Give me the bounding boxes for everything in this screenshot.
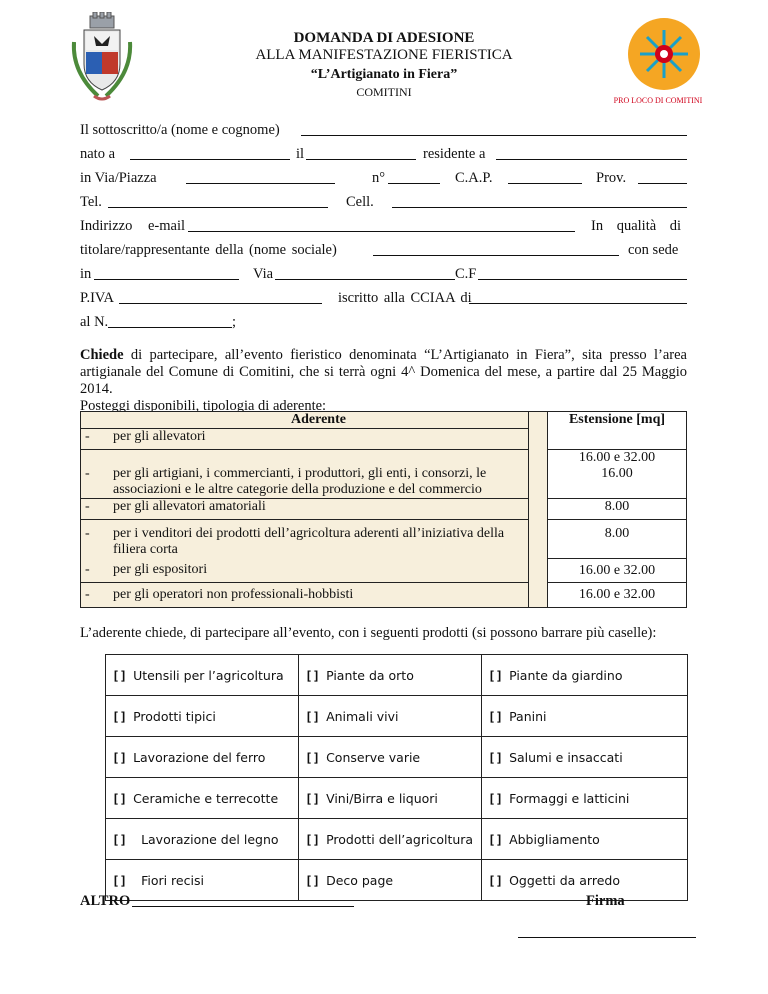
products-intro: L’aderente chiede, di partecipare all’evento, con i seguenti prodotti (si possono barrare più caselle): [80,625,657,641]
tel-field[interactable] [108,207,328,208]
birthdate-label: il [296,146,305,162]
piva-label: P.IVA [80,290,114,306]
checkbox[interactable]: [] [305,708,321,724]
row-mq: 16.00 [548,466,687,499]
row-label: per gli allevatori [109,429,529,450]
regnum-label: al N. [80,314,109,330]
product-cell[interactable] [299,696,482,737]
via-label: Via [253,266,274,282]
product-cell[interactable] [482,860,688,901]
cap-field[interactable] [508,183,582,184]
product-label: Salumi e insaccati [509,749,623,765]
table-row [106,737,688,778]
signature-field[interactable] [518,937,696,938]
firma-label: Firma [586,893,625,909]
checkbox[interactable]: [] [112,872,128,888]
cciaa-label: iscritto alla CCIAA di [338,290,472,306]
row-label: per gli allevatori amatoriali [109,499,529,520]
row-label: per gli artigiani, i commercianti, i produttori, gli enti, i consorzi, le associazioni e le altre categorie della produzione e del commercio [113,466,487,497]
cf-label: C.F [455,266,477,282]
table-row [106,819,688,860]
table-row [81,558,687,583]
col-estensione: Estensione [mq] [548,412,687,450]
product-cell[interactable] [299,819,482,860]
proloco-caption: PRO LOCO DI COMITINI [613,96,703,105]
prov-field[interactable] [638,183,687,184]
col-aderente: Aderente [109,412,529,429]
proloco-logo [620,16,712,96]
checkbox[interactable]: [] [305,749,321,765]
product-label: Conserve varie [326,749,421,765]
product-cell[interactable] [482,655,688,696]
product-label: Prodotti tipici [133,708,216,724]
via-field[interactable] [275,279,455,280]
aderenti-table [80,411,687,608]
checkbox[interactable]: [] [112,749,128,765]
doc-title: DOMANDA DI ADESIONE [293,30,475,46]
posteggi-label: Posteggi disponibili, tipologia di aderente: [80,398,327,414]
checkbox[interactable]: [] [112,708,128,724]
birthplace-field[interactable] [130,159,290,160]
city-field[interactable] [94,279,239,280]
city-label: in [80,266,92,282]
table-row [81,520,687,559]
product-cell[interactable] [482,819,688,860]
row-dash: - [81,583,110,608]
company-label: titolare/rappresentante della (nome sociale) [80,242,337,258]
event-name: “L’Artigianato in Fiera” [310,67,458,82]
request-paragraph [80,347,687,398]
table-row [81,466,687,499]
table-row [81,450,687,467]
product-cell[interactable] [482,737,688,778]
birthdate-field[interactable] [306,159,416,160]
product-label: Oggetti da arredo [509,872,620,888]
cf-field[interactable] [478,279,687,280]
town-name: COMITINI [356,85,412,99]
piva-field[interactable] [119,303,322,304]
product-cell[interactable] [482,696,688,737]
checkbox[interactable]: [] [305,667,321,683]
table-row [106,696,688,737]
table-row [106,778,688,819]
checkbox[interactable]: [] [488,831,504,847]
checkbox[interactable]: [] [488,872,504,888]
row-dash: - [81,429,110,450]
birthplace-label: nato a [80,146,116,162]
email-field[interactable] [188,231,575,232]
table-header-row [81,412,687,429]
product-label: Prodotti dell’agricoltura [326,831,474,847]
product-label: Lavorazione del ferro [133,749,266,765]
checkbox[interactable]: [] [305,872,321,888]
number-field[interactable] [388,183,440,184]
product-label: Utensili per l’agricoltura [133,667,284,683]
row-label: per i venditori dei prodotti dell’agricoltura aderenti all’iniziativa della filiera corta [109,520,529,559]
product-cell[interactable] [106,737,299,778]
row-dash: - [81,466,110,499]
product-label: Abbigliamento [509,831,600,847]
product-label: Ceramiche e terrecotte [133,790,279,806]
row-mq: 8.00 [548,499,687,520]
request-bold: Chiede [80,347,124,363]
product-cell[interactable] [299,737,482,778]
altro-field[interactable] [132,906,354,907]
product-cell[interactable] [299,860,482,901]
checkbox[interactable]: [] [488,708,504,724]
name-field[interactable] [301,135,687,136]
request-text: di partecipare, all’evento fieristico denominata “L’Artigianato in Fiera”, sita presso l’area artigianale del Comune di Comitini, che si terrà ogni 4^ Domenica del mese, a partire dal 25 Maggio 2014. [80,347,687,397]
regnum-end: ; [232,314,237,330]
product-cell[interactable] [482,778,688,819]
checkbox[interactable]: [] [488,790,504,806]
product-label: Vini/Birra e liquori [326,790,438,806]
street-field[interactable] [186,183,335,184]
residence-label: residente a [423,146,486,162]
product-label: Fiori recisi [141,872,204,888]
residence-field[interactable] [496,159,687,160]
cap-label: C.A.P. [455,170,493,186]
product-cell[interactable] [299,655,482,696]
row-label: per gli espositori [113,562,208,577]
street-label: in Via/Piazza [80,170,157,186]
product-label: Formaggi e latticini [509,790,630,806]
altro-label: ALTRO [80,893,131,909]
name-label: Il sottoscritto/a (nome e cognome) [80,122,280,138]
product-label: Panini [509,708,547,724]
checkbox[interactable]: [] [488,667,504,683]
quality-label: In qualità di [591,218,682,234]
doc-subtitle: ALLA MANIFESTAZIONE FIERISTICA [255,47,513,63]
cell-field[interactable] [392,207,687,208]
row-mq: 8.00 [548,520,687,559]
checkbox[interactable]: [] [112,667,128,683]
product-label: Lavorazione del legno [141,831,279,847]
prov-label: Prov. [596,170,627,186]
row-dash: - [81,558,110,583]
product-cell[interactable] [106,819,299,860]
seat-label: con sede [628,242,679,258]
table-row [106,655,688,696]
cciaa-field[interactable] [469,303,687,304]
table-row [81,499,687,520]
checkbox[interactable]: [] [305,831,321,847]
email-label: Indirizzo e-mail [80,218,185,234]
product-cell[interactable] [299,778,482,819]
number-label: n° [372,170,386,186]
checkbox[interactable]: [] [488,749,504,765]
company-field[interactable] [373,255,619,256]
row-mq: 16.00 e 32.00 [548,558,687,583]
regnum-field[interactable] [108,327,232,328]
table-row [81,583,687,608]
product-label: Piante da giardino [509,667,623,683]
product-cell[interactable] [106,778,299,819]
product-label: Piante da orto [326,667,414,683]
row-label: per gli operatori non professionali-hobbisti [109,583,529,608]
product-cell[interactable] [106,860,299,901]
product-cell[interactable] [106,696,299,737]
products-table [105,654,688,901]
checkbox[interactable]: [] [112,790,128,806]
row-mq: 16.00 e 32.00 [548,450,687,467]
product-cell[interactable] [106,655,299,696]
row-dash: - [81,520,110,559]
cell-label: Cell. [346,194,374,210]
checkbox[interactable]: [] [305,790,321,806]
row-mq: 16.00 e 32.00 [548,583,687,608]
checkbox[interactable]: [] [112,831,128,847]
product-label: Animali vivi [326,708,399,724]
tel-label: Tel. [80,194,102,210]
row-dash: - [81,499,110,520]
product-label: Deco page [326,872,394,888]
